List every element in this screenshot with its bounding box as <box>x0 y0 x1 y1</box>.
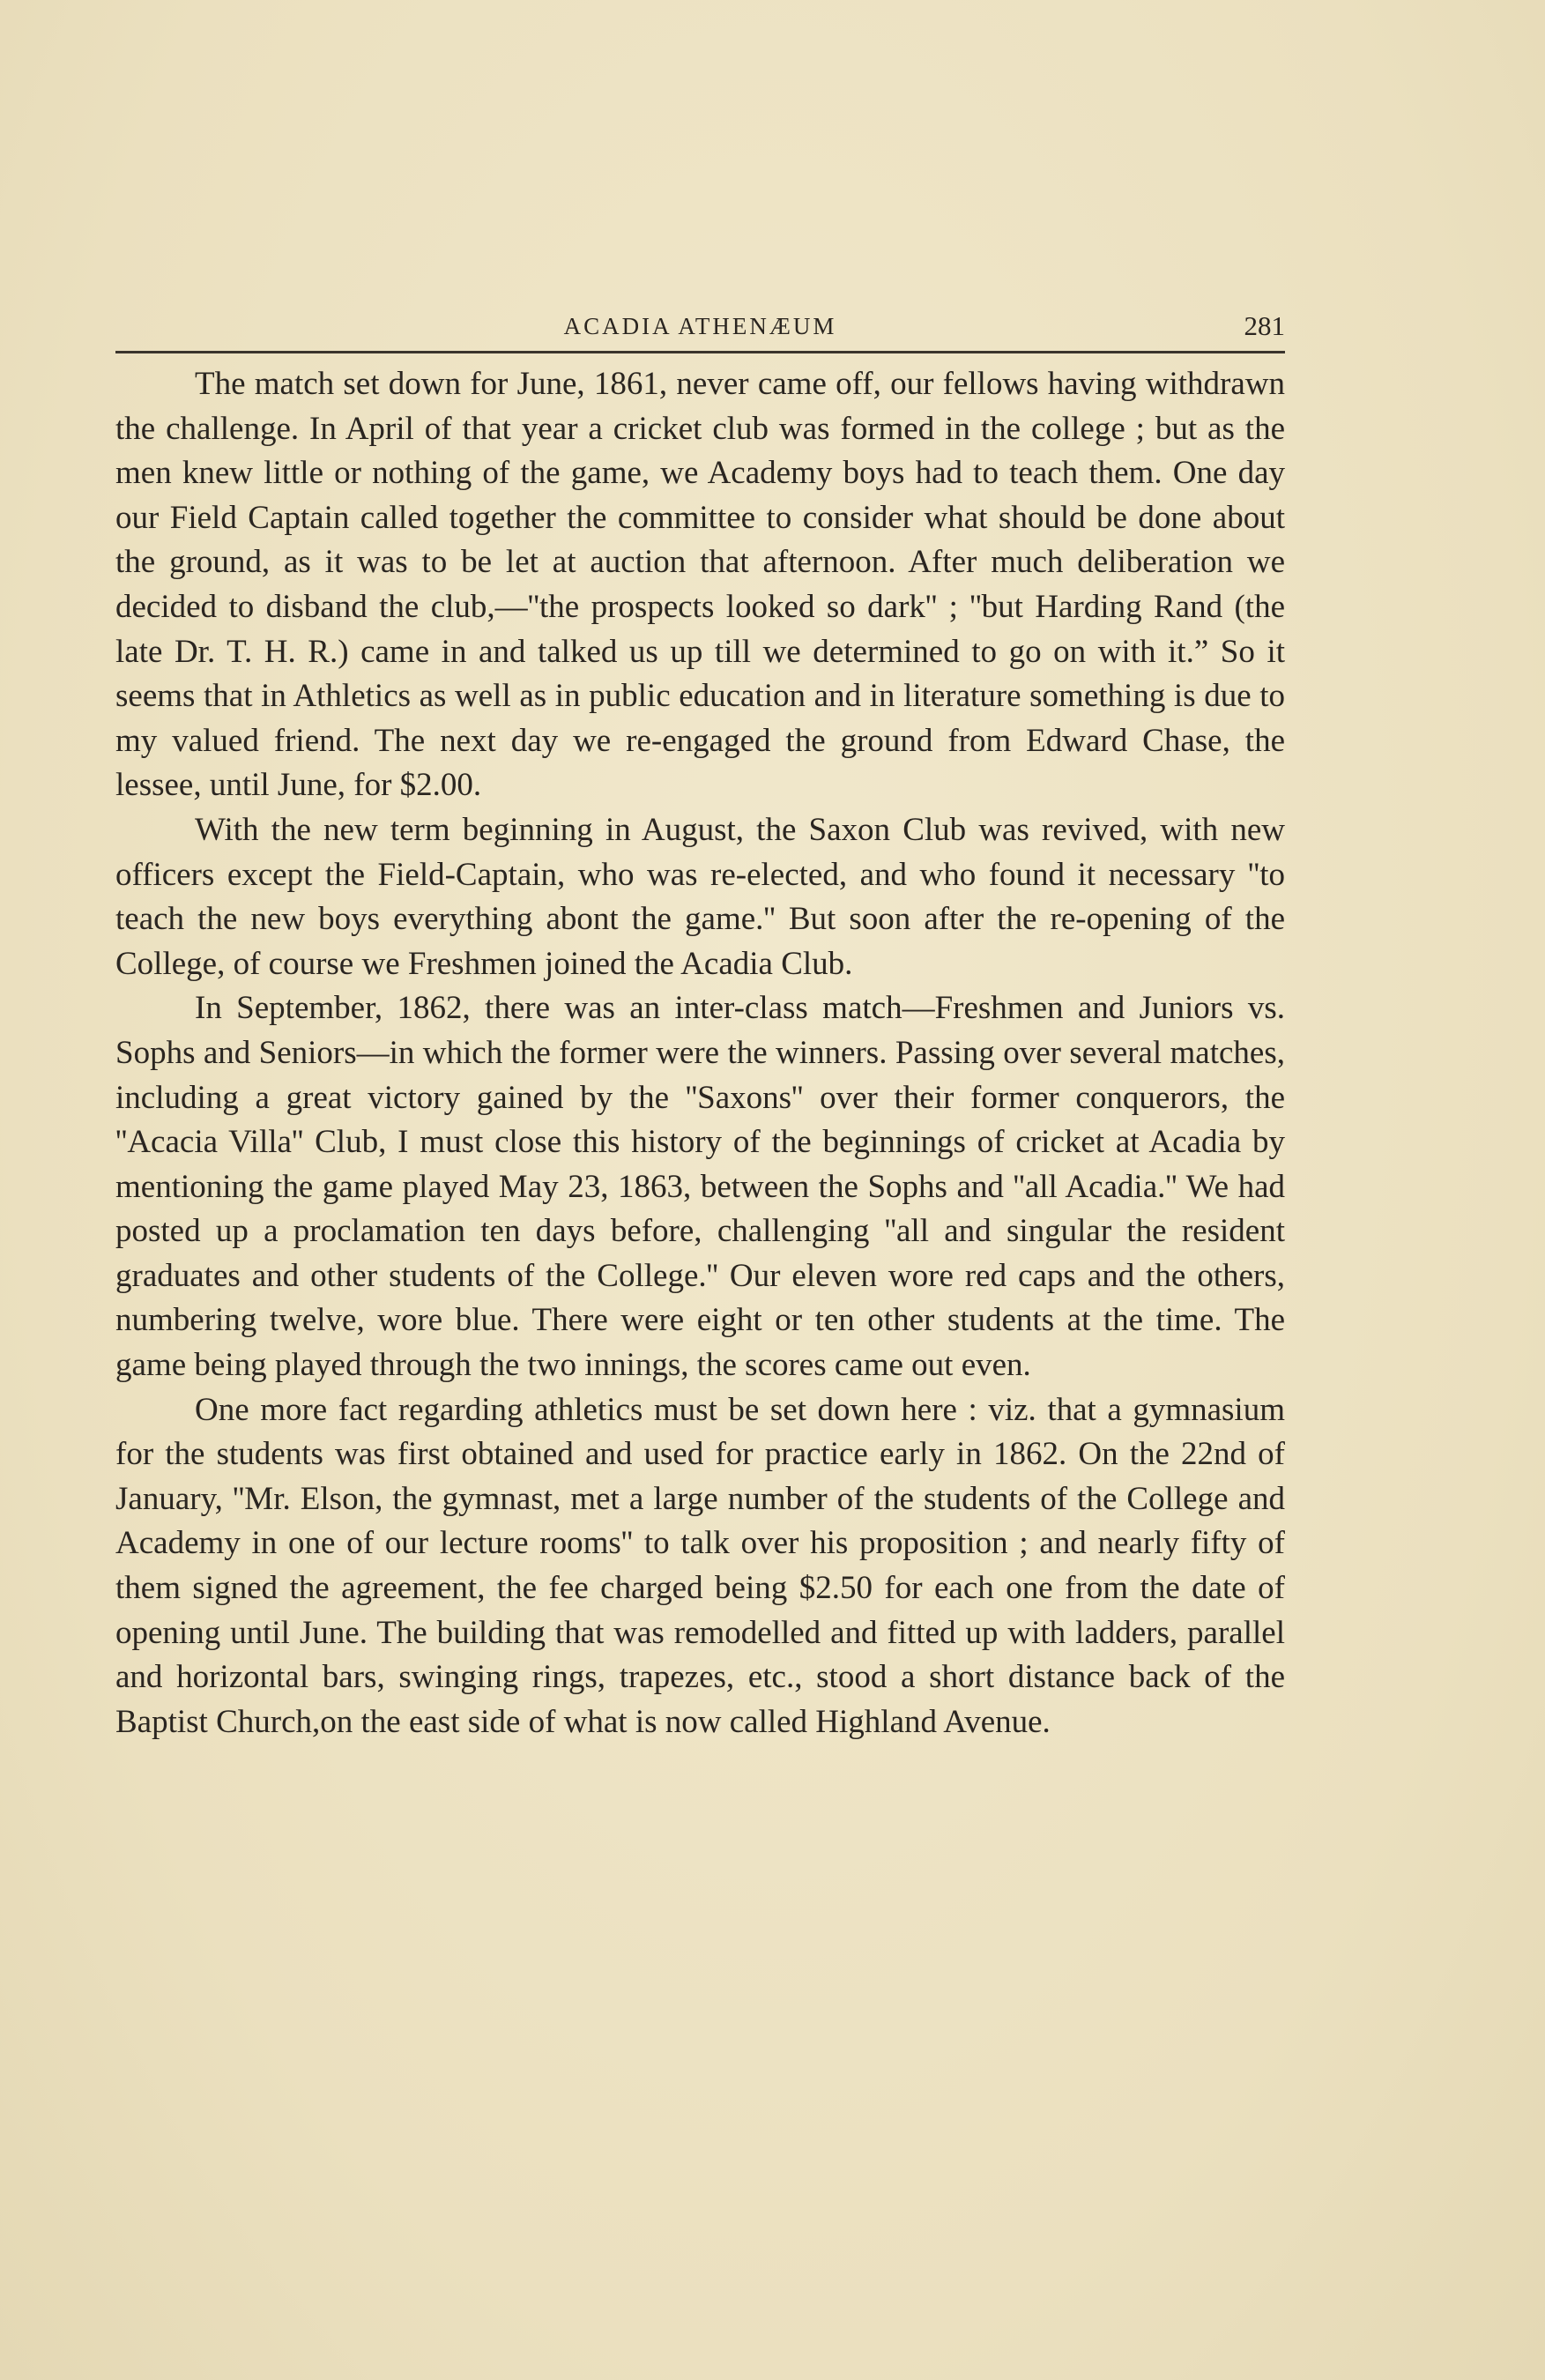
page-number: 281 <box>1244 310 1285 341</box>
paragraph-cricket-club: The match set down for June, 1861, never came off, our fellows having withdrawn the challenge. In April of that year a cricket club was formed in the college ; but as the men knew little or nothing of the game, we Academy boys had to teach them. One day our Field Captain called together the committee to consider what should be done about the ground, as it was to be let at auction that afternoon. After much deliberation we decided to disband the club,—''the prospects looked so dark'' ; ''but Harding Rand (the late Dr. T. H. R.) came in and talked us up till we determined to go on with it.” So it seems that in Athletics as well as in public education and in literature something is due to my valued friend. The next day we re-engaged the ground from Edward Chase, the lessee, until June, for $2.00. <box>115 366 1285 804</box>
running-title: ACADIA ATHENÆUM <box>563 313 837 339</box>
text-block <box>115 310 1285 1744</box>
paragraph-gymnasium: One more fact regarding athletics must be set down here : viz. that a gymnasium for the students was first obtained and used for practice early in 1862. On the 22nd of January, ''Mr. Elson, the gymnast, met a large number of the students of the College and Academy in one of our lecture rooms'' to talk over his proposition ; and nearly fifty of them signed the agreement, the fee charged being $2.50 for each one from the date of opening until June. The building that was remodelled and fitted up with ladders, parallel and horizontal bars, swinging rings, trapezes, etc., stood a short distance back of the Baptist Church,on the east side of what is now called Highland Avenue. <box>115 1391 1285 1740</box>
paragraph-saxon-club: With the new term beginning in August, the Saxon Club was revived, with new officers except the Field-Captain, who was re-elected, and who found it necessary ''to teach the new boys everything abont the game.'' But soon after the re-opening of the College, of course we Freshmen joined the Acadia Club. <box>115 811 1285 982</box>
running-head <box>115 310 1285 353</box>
body-text <box>115 362 1285 1744</box>
paragraph-inter-class-match: In September, 1862, there was an inter-class match—Freshmen and Juniors vs. Sophs and Seniors—in which the former were the winners. Passing over several matches, including a great victory gained by the ''Saxons'' over their former conquerors, the ''Acacia Villa'' Club, I must close this history of the beginnings of cricket at Acadia by mentioning the game played May 23, 1863, between the Sophs and ''all Acadia.'' We had posted up a proclamation ten days before, challenging ''all and singular the resident graduates and other students of the College.'' Our eleven wore red caps and the others, numbering twelve, wore blue. There were eight or ten other students at the time. The game being played through the two innings, the scores came out even. <box>115 990 1285 1384</box>
